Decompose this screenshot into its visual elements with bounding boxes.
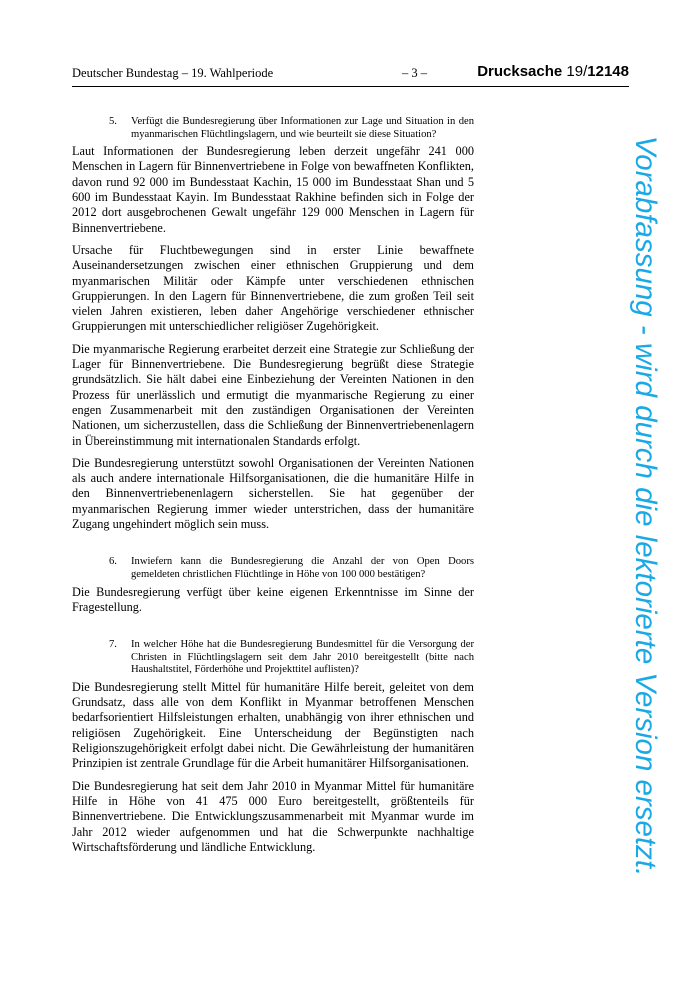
question-text: Verfügt die Bundesregierung über Informationen zur Lage und Situation in den myanmarischen Flüchtlingslagern, und wie beurteilt sie diese Situation? — [131, 116, 474, 140]
answer-paragraph: Die Bundesregierung unterstützt sowohl Organisationen der Vereinten Nationen als auch andere internationale Hilfsorganisationen, die die humanitäre Hilfe in den Binnenvertriebenenlagern sicherstellen. Sie hat gegenüber der myanmarischen Regierung immer wieder unterstrichen, dass der humanitäre Zugang ungehindert möglich sein muss. — [72, 455, 474, 532]
header-parliament: Deutscher Bundestag – 19. Wahlperiode — [72, 66, 274, 80]
document-body — [72, 116, 474, 855]
question-6 — [109, 556, 474, 581]
question-number: 6. — [109, 556, 117, 568]
answer-paragraph: Die Bundesregierung verfügt über keine eigenen Erkenntnisse im Sinne der Fragestellung. — [72, 584, 474, 614]
doc-label: Drucksache — [477, 63, 563, 80]
doc-prefix: 19/ — [566, 63, 588, 80]
question-text: Inwiefern kann die Bundesregierung die Anzahl der von Open Doors gemeldeten christlichen Flüchtlinge in Höhe von 100 000 bestätigen? — [131, 556, 474, 580]
document-number — [477, 63, 629, 80]
answer-paragraph: Laut Informationen der Bundesregierung leben derzeit ungefähr 241 000 Menschen in Lagern für Binnenvertriebene in Folge von bewaffneten Konflikten, davon rund 92 000 im Bundesstaat Kachin, 15 000 im Bundesstaat Shan und 5 600 im Bundesstaat Kayin. Im Bundesstaat Rakhine befinden sich in Folge der 2012 dort ausgebrochenen Gewalt ungefähr 129 000 Menschen in Lagern für Binnenvertriebene. — [72, 144, 474, 235]
answer-paragraph: Die Bundesregierung stellt Mittel für humanitäre Hilfe bereit, geleitet von dem Grundsatz, dass alle von dem Konflikt in Myanmar betroffenen Menschen bedarfsorientiert Hilfsleistungen erhalten, unabhängig von ihrer ethnischen und religiösen Zugehörigkeit. Eine Unterscheidung der Begünstigten nach Religionszugehörigkeit erfolgt dabei nicht. Die Gewährleistung der humanitären Prinzipien ist zentrale Grundlage für die Arbeit humanitärer Hilfsorganisationen. — [72, 679, 474, 771]
question-text: In welcher Höhe hat die Bundesregierung Bundesmittel für die Versorgung der Christen in Flüchtlingslagern seit dem Jahr 2010 bereitgestellt (bitte nach Haushaltstitel, Förderhöhe und Projekttitel auflisten)? — [131, 639, 474, 676]
draft-watermark — [590, 106, 700, 906]
answer-paragraph: Ursache für Fluchtbewegungen sind in erster Linie bewaffnete Auseinandersetzungen zwischen einer ethnischen Gruppierung und dem myanmarischen Militär oder Kämpfe unter verschiedenen ethnischen Gruppierungen. In den Lagern für Binnenvertriebene, die zum großen Teil seit vielen Jahren existieren, leben daher Angehörige verschiedener ethnischer Gruppierungen mit unterschiedlicher religiöser Zugehörigkeit. — [72, 242, 474, 334]
watermark-text: Vorabfassung - wird durch die lektorierte Version ersetzt. — [629, 135, 662, 877]
answer-paragraph: Die Bundesregierung hat seit dem Jahr 2010 in Myanmar Mittel für humanitäre Hilfe in Höhe von 41 475 000 Euro bereitgestellt, größtenteils für Binnenvertriebene. Die Entwicklungszusammenarbeit mit Myanmar wurde im Jahr 2012 wieder aufgenommen und hat die Schwerpunkte nachhaltige Wirtschaftsförderung und ländliche Entwicklung. — [72, 778, 474, 854]
page-number: – 3 – — [402, 66, 427, 80]
question-number: 7. — [109, 639, 117, 651]
doc-number: 12148 — [587, 63, 629, 80]
question-number: 5. — [109, 116, 117, 127]
question-7 — [109, 639, 474, 677]
question-5 — [109, 116, 474, 141]
page-header — [72, 63, 629, 87]
answer-paragraph: Die myanmarische Regierung erarbeitet derzeit eine Strategie zur Schließung der Lager für Binnenvertriebene. Die Bundesregierung begrüßt diese Strategie grundsätzlich. Sie hält dabei eine Einbeziehung der Vereinten Nationen in den Prozess für unerlässlich und ermutigt die myanmarische Regierung zu einer engen Zusammenarbeit mit den zuständigen Organisationen der Vereinten Nationen, um sicherzustellen, dass die Schließung der Binnenvertriebenenlagern in Übereinstimmung mit internationalen Standards erfolgt. — [72, 341, 474, 448]
